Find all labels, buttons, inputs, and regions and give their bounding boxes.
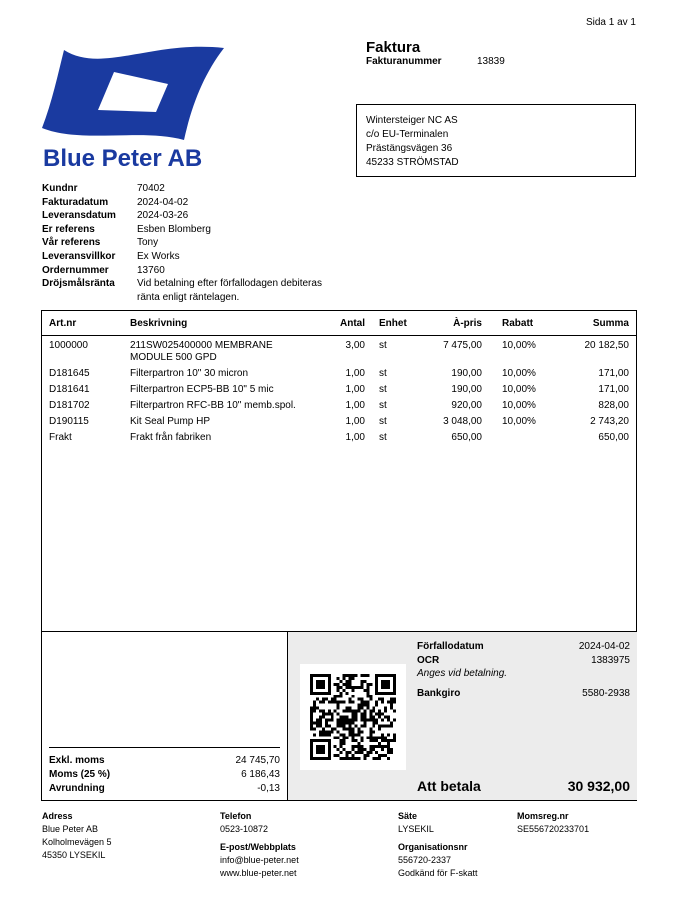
totals bbox=[49, 747, 280, 796]
cell-apris: 7 475,00 bbox=[443, 340, 482, 351]
cell-antal: 1,00 bbox=[345, 368, 365, 379]
meta-row: Kundnr 70402 bbox=[42, 183, 165, 194]
ocr-note: Anges vid betalning. bbox=[417, 668, 508, 679]
footer-address: Adress Blue Peter AB Kolholmevägen 5 45350 LYSEKIL bbox=[42, 811, 112, 860]
bankgiro-label: Bankgiro bbox=[417, 688, 461, 699]
totals-row: Avrundning -0,13 bbox=[49, 783, 280, 794]
col-header-apris: À-pris bbox=[453, 317, 482, 329]
cell-desc: Filterpartron ECP5-BB 10" 5 mic bbox=[130, 384, 274, 395]
cell-antal: 1,00 bbox=[345, 384, 365, 395]
ocr-label: OCR bbox=[417, 654, 440, 666]
table-row bbox=[42, 416, 636, 428]
cell-rabatt bbox=[482, 432, 550, 444]
table-row bbox=[42, 340, 636, 364]
ocr-number: 1383975 bbox=[591, 654, 630, 666]
website-link[interactable]: www.blue-peter.net bbox=[220, 868, 297, 878]
cell-apris: 190,00 bbox=[451, 384, 482, 395]
recipient-line: c/o EU-Terminalen bbox=[366, 129, 449, 140]
col-header-desc: Beskrivning bbox=[130, 317, 188, 329]
cell-apris: 920,00 bbox=[451, 400, 482, 411]
invoice-number-label: Fakturanummer bbox=[366, 56, 442, 67]
cell-art: D190115 bbox=[49, 416, 89, 427]
table-row bbox=[42, 368, 636, 380]
recipient-line: Wintersteiger NC AS bbox=[366, 115, 458, 126]
cell-art: D181641 bbox=[49, 384, 90, 395]
footer-org: Säte LYSEKIL Organisationsnr 556720-2337 Godkänd för F-skatt bbox=[398, 811, 478, 878]
meta-row: Leveransvillkor Ex Works bbox=[42, 250, 180, 262]
page-number: Sida 1 av 1 bbox=[585, 17, 636, 28]
company-logo-icon bbox=[42, 44, 228, 144]
cell-summa: 2 743,20 bbox=[590, 416, 629, 427]
meta-row: Vår referens Tony bbox=[42, 237, 159, 249]
cell-art: D181645 bbox=[49, 368, 90, 379]
table-header bbox=[42, 311, 636, 336]
cell-antal: 1,00 bbox=[345, 432, 365, 443]
cell-antal: 3,00 bbox=[345, 340, 365, 351]
cell-rabatt: 10,00% bbox=[502, 368, 536, 379]
email-link[interactable]: info@blue-peter.net bbox=[220, 855, 299, 865]
totals-row: Exkl. moms 24 745,70 bbox=[49, 755, 280, 766]
cell-enhet: st bbox=[379, 432, 387, 443]
cell-desc: 211SW025400000 MEMBRANE MODULE 500 GPD bbox=[130, 340, 273, 363]
cell-rabatt: 10,00% bbox=[502, 340, 536, 351]
company-name: Blue Peter AB bbox=[43, 145, 203, 172]
payment-section bbox=[41, 631, 637, 801]
cell-antal: 1,00 bbox=[345, 400, 365, 411]
cell-enhet: st bbox=[379, 384, 387, 395]
col-header-summa: Summa bbox=[592, 317, 629, 329]
cell-desc: Filterpartron RFC-BB 10" memb.spol. bbox=[130, 400, 296, 411]
cell-desc: Kit Seal Pump HP bbox=[130, 416, 211, 427]
cell-antal: 1,00 bbox=[345, 416, 365, 427]
meta-row: Er referens Esben Blomberg bbox=[42, 223, 211, 235]
invoice-items-table bbox=[41, 310, 637, 632]
table-row bbox=[42, 400, 636, 412]
table-row bbox=[42, 384, 636, 396]
payment-info bbox=[417, 640, 630, 701]
col-header-enhet: Enhet bbox=[379, 317, 407, 329]
recipient-address bbox=[356, 104, 636, 177]
amount-due bbox=[417, 778, 630, 794]
cell-apris: 190,00 bbox=[451, 368, 482, 379]
cell-summa: 171,00 bbox=[598, 368, 629, 379]
document-title: Faktura bbox=[366, 39, 421, 56]
cell-art: D181702 bbox=[49, 400, 90, 411]
bankgiro-number: 5580-2938 bbox=[582, 688, 630, 699]
cell-rabatt: 10,00% bbox=[502, 384, 536, 395]
amount-due-label: Att betala bbox=[417, 778, 481, 794]
cell-summa: 828,00 bbox=[598, 400, 629, 411]
due-date-label: Förfallodatum bbox=[417, 641, 484, 652]
footer-vat: Momsreg.nr SE556720233701 bbox=[517, 811, 590, 834]
totals-row: Moms (25 %) 6 186,43 bbox=[49, 769, 280, 780]
meta-row: Fakturadatum 2024-04-02 bbox=[42, 196, 189, 208]
table-row bbox=[42, 432, 636, 444]
invoice-meta bbox=[42, 182, 342, 304]
cell-summa: 171,00 bbox=[598, 384, 629, 395]
cell-art: 1000000 bbox=[49, 340, 88, 351]
cell-apris: 3 048,00 bbox=[443, 416, 482, 427]
cell-enhet: st bbox=[379, 400, 387, 411]
cell-summa: 20 182,50 bbox=[584, 340, 629, 351]
col-header-antal: Antal bbox=[340, 317, 365, 329]
cell-summa: 650,00 bbox=[598, 432, 629, 443]
meta-row: Ordernummer 13760 bbox=[42, 264, 165, 276]
payment-panel bbox=[287, 631, 637, 800]
cell-desc: Frakt från fabriken bbox=[130, 432, 212, 443]
meta-row: Leveransdatum 2024-03-26 bbox=[42, 210, 189, 222]
recipient-line: 45233 STRÖMSTAD bbox=[366, 157, 459, 168]
invoice-number: 13839 bbox=[477, 56, 505, 67]
cell-enhet: st bbox=[379, 416, 387, 427]
cell-rabatt: 10,00% bbox=[502, 416, 536, 427]
due-date: 2024-04-02 bbox=[578, 641, 630, 652]
col-header-rabatt: Rabatt bbox=[502, 317, 534, 329]
recipient-line: Prästängsvägen 36 bbox=[366, 143, 453, 154]
cell-desc: Filterpartron 10" 30 micron bbox=[130, 368, 249, 379]
amount-due-value: 30 932,00 bbox=[567, 778, 630, 794]
cell-art: Frakt bbox=[49, 432, 72, 443]
cell-rabatt: 10,00% bbox=[502, 400, 536, 411]
cell-enhet: st bbox=[379, 368, 387, 379]
footer-contact: Telefon 0523-10872 E-post/Webbplats info@blue-peter.net www.blue-peter.net bbox=[220, 811, 299, 878]
meta-row: Dröjsmålsränta Vid betalning efter förfallodagen debiteras ränta enligt räntelagen. bbox=[42, 278, 322, 303]
cell-apris: 650,00 bbox=[451, 432, 482, 443]
qr-code-icon bbox=[300, 664, 406, 770]
cell-enhet: st bbox=[379, 340, 387, 351]
col-header-art: Art.nr bbox=[49, 317, 77, 329]
